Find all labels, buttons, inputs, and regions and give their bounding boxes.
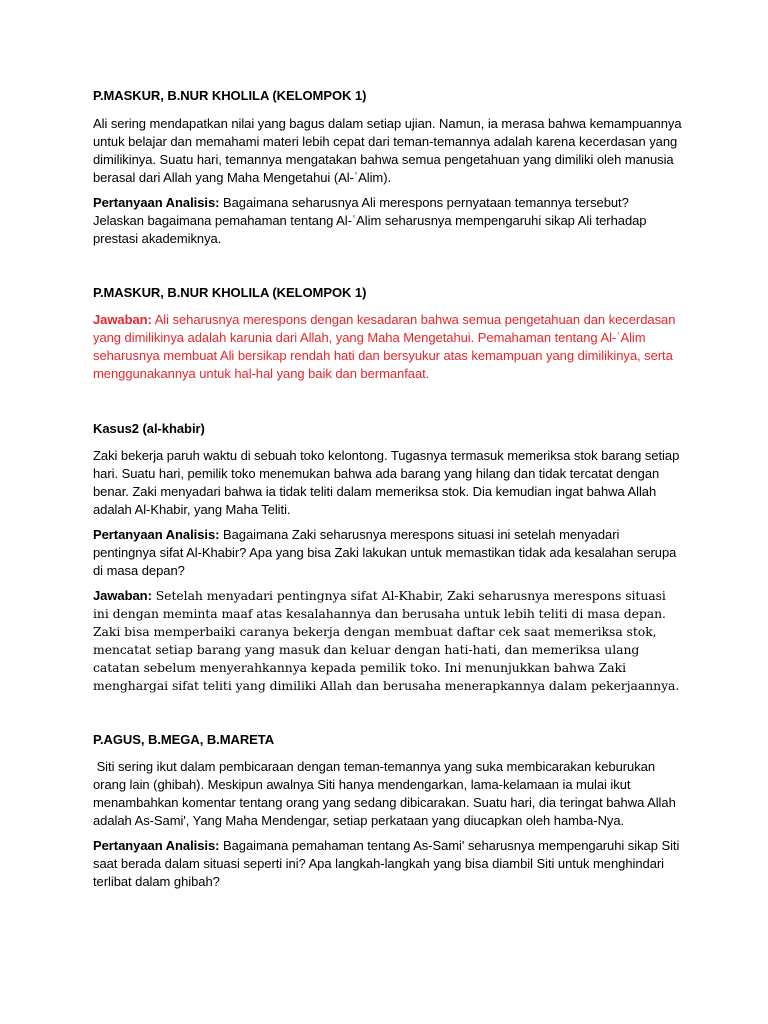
answer-paragraph-zaki (93, 587, 683, 695)
document-body (93, 87, 683, 891)
answer-label: Jawaban: (93, 312, 152, 327)
question-text: Bagaimana Zaki seharusnya merespons situasi ini setelah menyadari pentingnya sifat Al-Khabir? Apa yang bisa Zaki lakukan untuk memastikan tidak ada kesalahan serupa di masa depan? (93, 527, 677, 578)
analysis-question-ali (93, 194, 683, 248)
answer-text: Setelah menyadari pentingnya sifat Al-Khabir, Zaki seharusnya merespons situasi ini dengan meminta maaf atas kesalahannya dan berusaha untuk lebih teliti di masa depan. Zaki bisa memperbaiki caranya bekerja dengan membuat daftar cek saat memeriksa stok, mencatat setiap barang yang masuk dan keluar dengan hati-hati, dan memeriksa ulang catatan sebelum menyerahkannya kepada pemilik toko. Ini menunjukkan bahwa Zaki menghargai sifat teliti yang dimiliki Allah dan berusaha menerapkannya dalam pekerjaannya. (93, 588, 680, 693)
case-paragraph-ali: Ali sering mendapatkan nilai yang bagus dalam setiap ujian. Namun, ia merasa bahwa kemampuannya untuk belajar dan memahami materi lebih cepat dari teman-temannya adalah karena kecerdasan yang dimilikinya. Suatu hari, temannya mengatakan bahwa semua pengetahuan yang dimiliki oleh manusia berasal dari Allah yang Maha Mengetahui (Al-ʿAlim). (93, 116, 682, 185)
analysis-question-zaki (93, 526, 683, 580)
analysis-question-siti (93, 837, 683, 891)
answer-label: Jawaban: (93, 588, 152, 603)
question-label: Pertanyaan Analisis: (93, 527, 220, 542)
question-text: Bagaimana pemahaman tentang As-Sami' seharusnya mempengaruhi sikap Siti saat berada dalam situasi seperti ini? Apa langkah-langkah yang bisa diambil Siti untuk menghindari terlibat dalam ghibah? (93, 838, 680, 889)
group-heading-1: P.MASKUR, B.NUR KHOLILA (KELOMPOK 1) (93, 88, 367, 103)
case-paragraph-zaki: Zaki bekerja paruh waktu di sebuah toko kelontong. Tugasnya termasuk memeriksa stok barang setiap hari. Suatu hari, pemilik toko menemukan bahwa ada barang yang hilang dan tidak tercatat dengan benar. Zaki menyadari bahwa ia tidak teliti dalam memeriksa stok. Dia kemudian ingat bahwa Allah adalah Al-Khabir, yang Maha Teliti. (93, 448, 680, 517)
question-label: Pertanyaan Analisis: (93, 838, 220, 853)
case-paragraph-siti: Siti sering ikut dalam pembicaraan dengan teman-temannya yang suka membicarakan keburukan orang lain (ghibah). Meskipun awalnya Siti hanya mendengarkan, lama-kelamaan ia mulai ikut menambahkan komentar tentang orang yang sedang dibicarakan. Suatu hari, dia teringat bahwa Allah adalah As-Sami', Yang Maha Mendengar, setiap perkataan yang diucapkan oleh hamba-Nya. (93, 759, 680, 828)
case-heading-al-khabir: Kasus2 (al-khabir) (93, 421, 205, 436)
group-heading-2: P.MASKUR, B.NUR KHOLILA (KELOMPOK 1) (93, 285, 367, 300)
group-heading-3: P.AGUS, B.MEGA, B.MARETA (93, 732, 275, 747)
question-label: Pertanyaan Analisis: (93, 195, 220, 210)
answer-text: Ali seharusnya merespons dengan kesadaran bahwa semua pengetahuan dan kecerdasan yang dimilikinya adalah karunia dari Allah, yang Maha Mengetahui. Pemahaman tentang Al-ʿAlim seharusnya membuat Ali bersikap rendah hati dan bersyukur atas kemampuan yang dimilikinya, serta menggunakannya untuk hal-hal yang baik dan bermanfaat. (93, 312, 676, 381)
answer-paragraph-ali (93, 311, 683, 383)
question-text: Bagaimana seharusnya Ali merespons pernyataan temannya tersebut? Jelaskan bagaimana pemahaman tentang Al-ʿAlim seharusnya mempengaruhi sikap Ali terhadap prestasi akademiknya. (93, 195, 647, 246)
